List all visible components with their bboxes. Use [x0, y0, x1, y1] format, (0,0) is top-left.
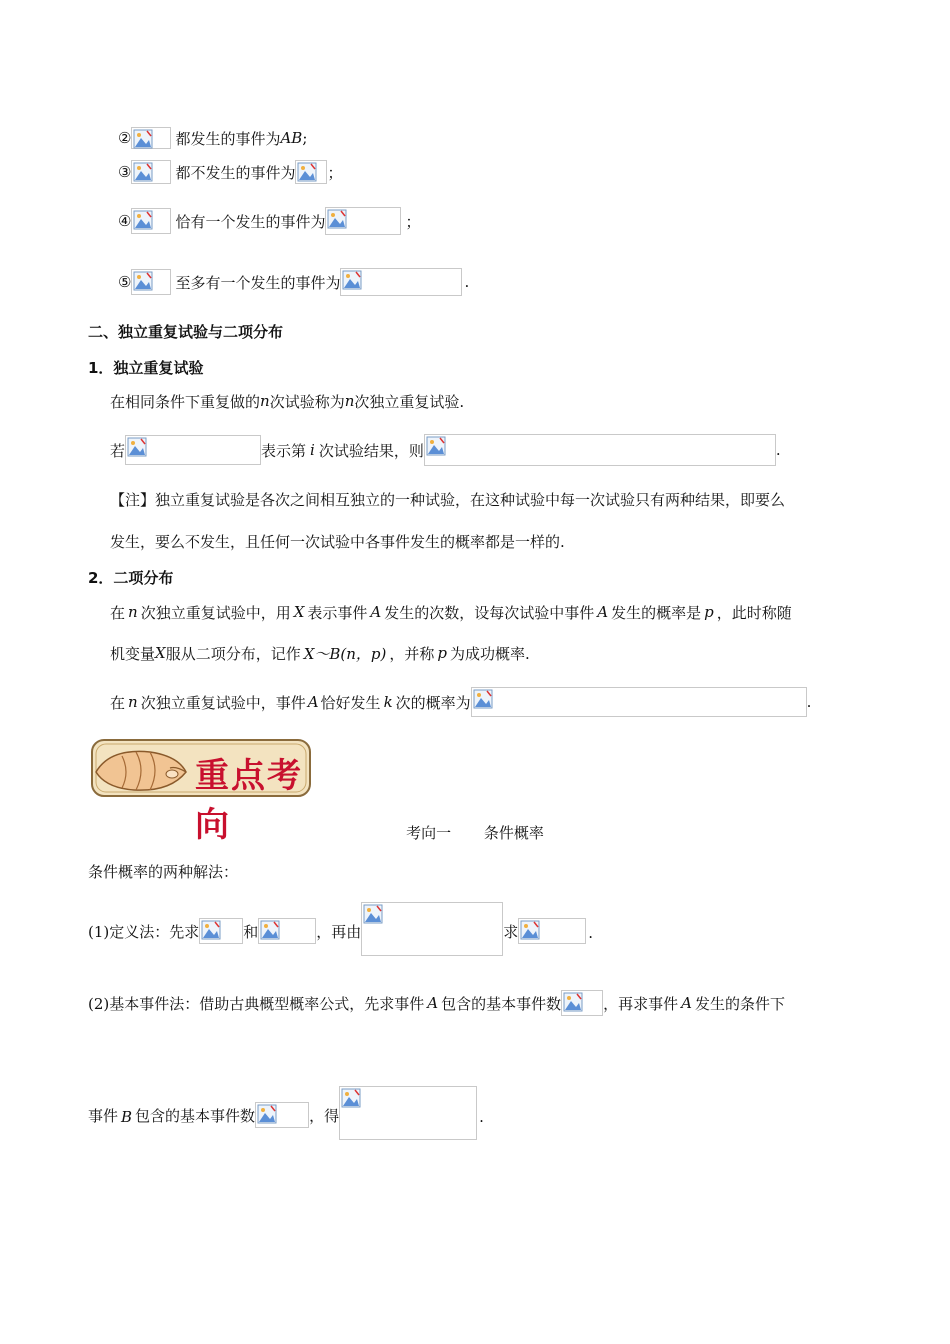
item-end: ;	[302, 129, 308, 147]
item-end: ；	[327, 163, 343, 182]
broken-image-icon	[133, 210, 153, 230]
text: 事件	[88, 1107, 119, 1125]
item-number: ②	[118, 129, 132, 147]
text: ，此时称随	[716, 603, 792, 622]
item-end: .	[464, 273, 470, 291]
text: 在相同条件下重复做的	[110, 392, 261, 411]
text: 和	[243, 923, 259, 941]
var-n: n	[128, 693, 138, 711]
binomial-notation: X～B(n，p)	[303, 644, 387, 663]
subsection-heading: 2．二项分布	[88, 568, 174, 587]
formula-image	[199, 918, 243, 944]
formula-image	[255, 1102, 309, 1128]
text: .	[588, 924, 594, 942]
formula-image	[131, 208, 171, 234]
formula-image	[131, 160, 171, 184]
var-a: A	[370, 603, 382, 621]
event-item-3	[118, 160, 342, 184]
broken-image-icon	[426, 436, 446, 456]
ab-symbol: AB	[280, 129, 303, 147]
text: 表示事件	[307, 603, 368, 622]
text: 为成功概率.	[450, 644, 530, 663]
text: 机变量	[110, 644, 156, 663]
text: 服从二项分布，记作	[165, 644, 301, 663]
text: 次试验结果，则	[318, 441, 424, 460]
formula-image	[471, 687, 807, 717]
broken-image-icon	[327, 209, 347, 229]
var-a: A	[307, 693, 319, 711]
text: 次试验称为	[269, 392, 345, 411]
var-p: p	[704, 603, 714, 621]
text: 发生的次数，设每次试验中事件	[384, 603, 595, 622]
var-n: n	[128, 603, 138, 621]
method-2-cont	[88, 1086, 484, 1140]
formula-image	[561, 990, 603, 1016]
text: 次独立重复试验中，用	[140, 603, 291, 622]
note-line-2: 发生，要么不发生，且任何一次试验中各事件发生的概率都是一样的.	[110, 532, 565, 551]
formula-image	[295, 160, 327, 184]
event-item-4	[118, 207, 420, 235]
topic-intro: 条件概率的两种解法：	[88, 862, 239, 881]
var-k: k	[383, 693, 393, 711]
method-1	[88, 902, 593, 956]
method-2	[88, 990, 785, 1016]
item-text: 都不发生的事件为	[175, 163, 296, 182]
item-text: 恰有一个发生的事件为	[175, 212, 326, 231]
formula-image	[131, 269, 171, 295]
paragraph	[110, 434, 781, 466]
var-n: n	[260, 392, 270, 410]
topic-title	[0, 822, 950, 843]
broken-image-icon	[297, 162, 317, 182]
item-number: ⑤	[118, 273, 132, 291]
conch-shell-icon	[90, 742, 190, 798]
formula-image	[424, 434, 776, 466]
var-b: B	[121, 1108, 133, 1126]
formula-image	[131, 127, 171, 149]
broken-image-icon	[133, 271, 153, 291]
broken-image-icon	[563, 992, 583, 1012]
broken-image-icon	[342, 270, 362, 290]
text: ，再求事件	[603, 994, 679, 1013]
var-p: p	[437, 644, 448, 662]
broken-image-icon	[133, 129, 153, 149]
broken-image-icon	[363, 904, 383, 924]
text: 包含的基本事件数	[441, 994, 562, 1013]
var-x: X	[293, 603, 305, 621]
text: 发生的条件下	[694, 994, 785, 1013]
section-heading: 二、独立重复试验与二项分布	[88, 322, 284, 341]
text: (2)基本事件法：借助古典概型概率公式，先求事件	[88, 994, 425, 1013]
formula-image	[361, 902, 503, 956]
broken-image-icon	[520, 920, 540, 940]
item-end: ；	[405, 212, 421, 231]
key-topics-banner	[90, 736, 312, 845]
formula-image	[258, 918, 316, 944]
text: ，并称	[389, 644, 435, 663]
banner-title: 重点考向	[195, 756, 303, 845]
formula-image	[325, 207, 401, 235]
text: (1)定义法：先求	[88, 923, 200, 941]
text: 包含的基本事件数	[135, 1107, 256, 1125]
broken-image-icon	[127, 437, 147, 457]
text: .	[806, 693, 812, 711]
item-text: 至多有一个发生的事件为	[175, 273, 341, 292]
paragraph	[110, 601, 792, 623]
topic-name: 条件概率	[483, 824, 544, 842]
item-number: ③	[118, 163, 132, 181]
paragraph	[110, 390, 464, 412]
text: .	[775, 441, 781, 459]
text: 在	[110, 603, 126, 622]
var-x: X	[155, 644, 166, 662]
paragraph	[110, 642, 530, 664]
paragraph	[110, 686, 811, 718]
formula-image	[339, 1086, 477, 1140]
formula-image	[518, 918, 586, 944]
item-number: ④	[118, 212, 132, 230]
text: 恰好发生	[320, 693, 381, 712]
text: 若	[110, 441, 126, 460]
text: 求	[503, 923, 519, 941]
formula-image	[125, 435, 261, 465]
text: ，得	[309, 1107, 340, 1125]
event-item-5	[118, 268, 469, 296]
broken-image-icon	[133, 162, 153, 182]
text: 次的概率为	[395, 693, 471, 712]
text: 发生的概率是	[611, 603, 702, 622]
text: 在	[110, 693, 126, 712]
broken-image-icon	[341, 1088, 361, 1108]
text: 表示第	[261, 441, 307, 460]
formula-image	[340, 268, 462, 296]
broken-image-icon	[201, 920, 221, 940]
text: ，再由	[316, 923, 362, 941]
item-text: 都发生的事件为	[175, 129, 281, 148]
text: 次独立重复试验.	[354, 392, 465, 411]
text: .	[479, 1108, 484, 1126]
event-item-2	[118, 126, 307, 150]
subsection-heading: 1．独立重复试验	[88, 358, 204, 377]
broken-image-icon	[260, 920, 280, 940]
var-n: n	[344, 392, 355, 410]
text: 次独立重复试验中，事件	[140, 693, 306, 712]
broken-image-icon	[257, 1104, 277, 1124]
var-a: A	[427, 994, 439, 1012]
note-line-1: 【注】独立重复试验是各次之间相互独立的一种试验，在这种试验中每一次试验只有两种结果，即要么	[110, 490, 786, 509]
var-a: A	[597, 603, 609, 621]
broken-image-icon	[473, 689, 493, 709]
topic-label: 考向一	[406, 824, 452, 842]
var-a: A	[681, 994, 692, 1012]
var-i: i	[310, 441, 315, 459]
